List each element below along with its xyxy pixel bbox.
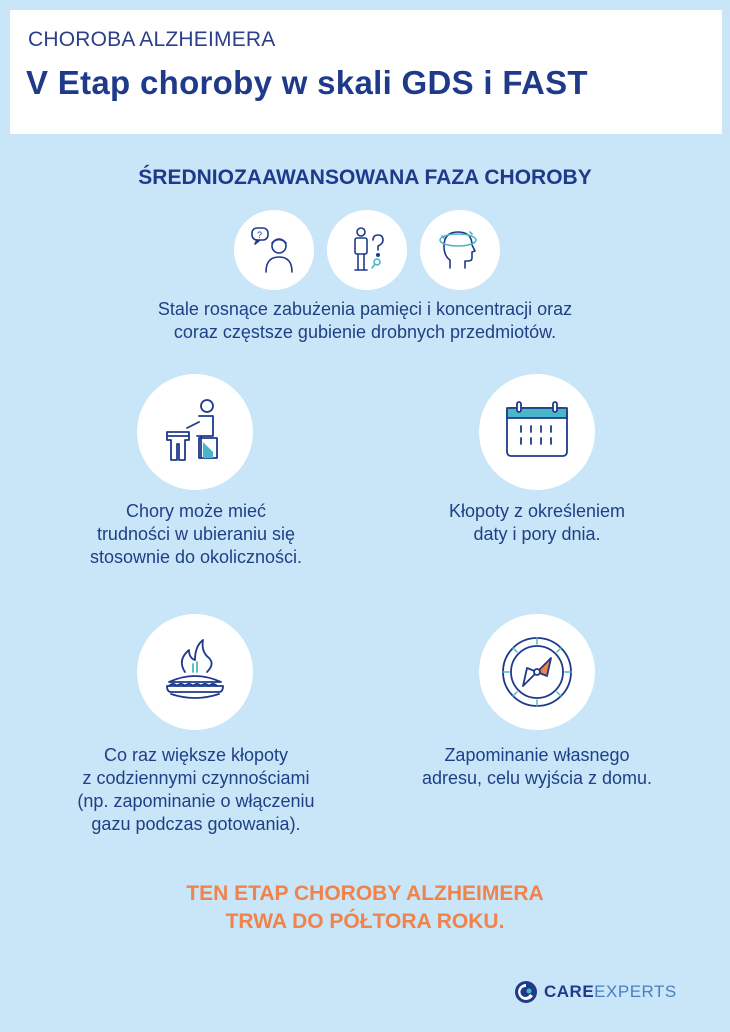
duration-line: TEN ETAP CHOROBY ALZHEIMERA [186,882,544,905]
item-text [46,744,346,836]
confused-person-icon [234,210,314,290]
section-heading: ŚREDNIOZAAWANSOWANA FAZA CHOROBY [138,166,592,189]
item-line: (np. zapominanie o włączeniu [77,791,315,811]
item-line: trudności w ubieraniu się [96,524,296,544]
logo-mark-icon [514,980,538,1004]
compass-icon [479,614,595,730]
logo-text [544,982,677,1002]
calendar-icon [479,374,595,490]
item-line: adresu, celu wyjścia z domu. [421,768,653,788]
intro-line: coraz częstsze gubienie drobnych przedmiotów. [173,322,557,342]
duration-line: TRWA DO PÓŁTORA ROKU. [225,910,505,933]
page-title: V Etap choroby w skali GDS i FAST [26,64,588,101]
intro-line: Stale rosnące zabużenia pamięci i koncentracji oraz [157,299,573,319]
item-line: Chory może mieć [125,501,267,521]
item-text [387,500,687,546]
careexperts-logo [514,979,677,1005]
item-line: stosownie do okoliczności. [89,547,303,567]
person-question-icon [327,210,407,290]
duration-note [0,880,730,936]
item-line: Zapominanie własnego [444,745,630,765]
item-line: gazu podczas gotowania). [91,814,301,834]
logo-text-light: EXPERTS [594,982,677,1001]
item-text [46,500,346,569]
item-line: z codziennymi czynnościami [82,768,310,788]
item-line: Kłopoty z określeniem [448,501,626,521]
svg-text:?: ? [257,230,263,240]
item-text [387,744,687,790]
item-line: daty i pory dnia. [473,524,601,544]
burning-food-icon [137,614,253,730]
intro-text [100,298,630,344]
head-dizzy-icon [420,210,500,290]
logo-text-bold: CARE [544,982,595,1001]
dressing-person-icon [137,374,253,490]
item-line: Co raz większe kłopoty [103,745,289,765]
header-kicker: CHOROBA ALZHEIMERA [28,28,276,51]
